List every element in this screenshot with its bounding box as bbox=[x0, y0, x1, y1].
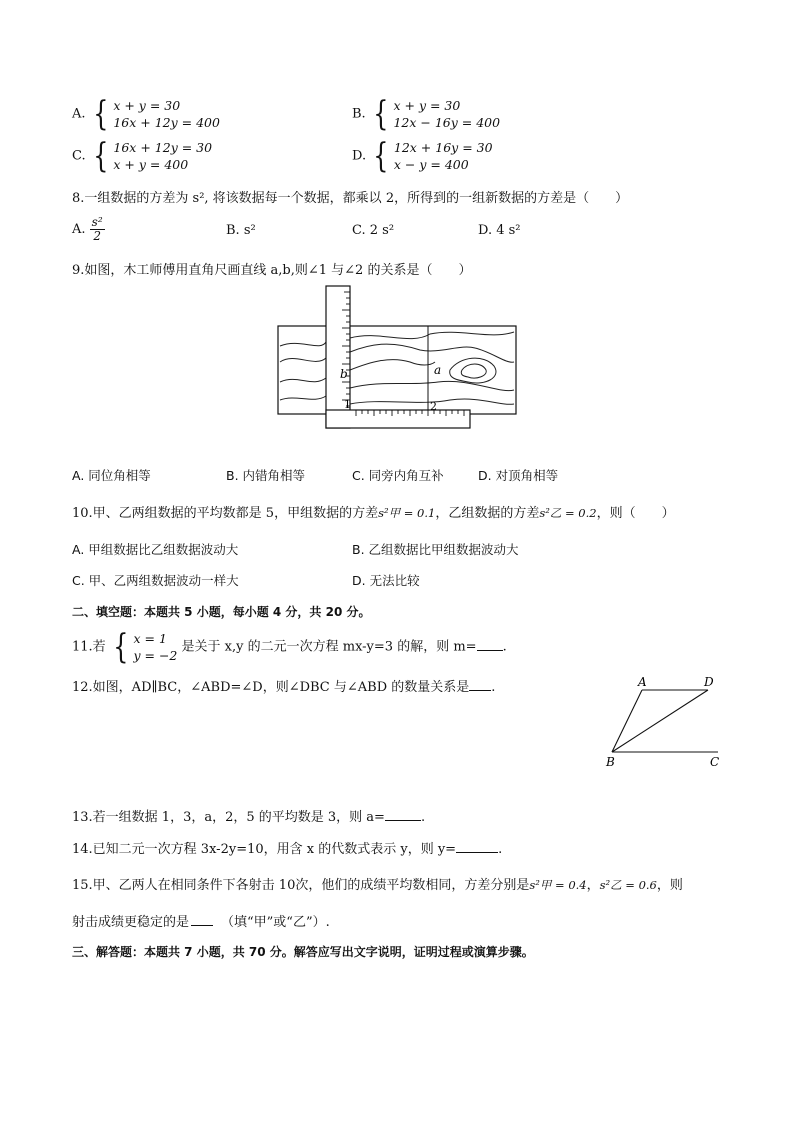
q15-line1 bbox=[72, 874, 683, 893]
equation-system bbox=[90, 94, 220, 134]
q14-text: 14.已知二元一次方程 3x-2y=10，用含 x 的代数式表示 y，则 y= bbox=[72, 842, 457, 857]
q14-end: . bbox=[498, 842, 503, 857]
equation: x − y = 400 bbox=[393, 157, 469, 172]
section-3-heading: 三、解答题：本题共 7 小题，共 70 分。解答应写出文字说明，证明过程或演算步骤。 bbox=[72, 945, 534, 959]
q9-option-d: D. 对顶角相等 bbox=[478, 468, 559, 483]
q10-option-b: B. 乙组数据比甲组数据波动大 bbox=[352, 542, 519, 557]
q9-option-a: A. 同位角相等 bbox=[72, 468, 151, 483]
q8-stem: 8.一组数据的方差为 s², 将该数据每一个数据，都乘以 2，所得到的一组新数据的方差是（ ） bbox=[72, 191, 629, 206]
q7-option-c bbox=[72, 136, 213, 176]
q9-option-c: C. 同旁内角互补 bbox=[352, 468, 444, 483]
q13-text: 13.若一组数据 1，3，a，2，5 的平均数是 3，则 a= bbox=[72, 810, 385, 825]
q10-stem-part: 10.甲、乙两组数据的平均数都是 5，甲组数据的方差 bbox=[72, 506, 379, 521]
q11 bbox=[72, 627, 507, 667]
brace-icon: { bbox=[113, 627, 129, 667]
option-label: B. bbox=[352, 106, 366, 122]
brace-icon: { bbox=[373, 94, 389, 134]
equation: 12x − 16y = 400 bbox=[393, 115, 501, 130]
label-angle-1: 1 bbox=[344, 398, 351, 411]
numerator: s² bbox=[91, 215, 103, 229]
answer-blank[interactable] bbox=[385, 808, 421, 821]
brace-icon: { bbox=[373, 136, 389, 176]
q7-option-a bbox=[72, 94, 220, 134]
answer-blank[interactable] bbox=[477, 638, 503, 651]
q9-figure-square-ruler bbox=[270, 282, 526, 434]
q7-option-d bbox=[352, 136, 493, 176]
option-label: A. bbox=[72, 106, 86, 122]
answer-blank[interactable] bbox=[191, 913, 213, 926]
q15-text: 15.甲、乙两人在相同条件下各射击 10次，他们的成绩平均数相同，方差分别是 bbox=[72, 878, 530, 893]
q15-end: （填“甲”或“乙”）. bbox=[221, 915, 330, 930]
option-label: D. bbox=[352, 148, 367, 164]
q11-end: . bbox=[502, 639, 507, 655]
option-label: A. bbox=[72, 222, 86, 237]
q12-text: 12.如图，AD∥BC，∠ABD=∠D，则∠DBC 与∠ABD 的数量关系是 bbox=[72, 680, 470, 695]
equation: x = 1 bbox=[133, 631, 167, 646]
label-angle-2: 2 bbox=[430, 400, 437, 413]
answer-blank[interactable] bbox=[456, 840, 498, 853]
separator: ， bbox=[586, 878, 600, 893]
wood-board bbox=[278, 326, 516, 414]
q12 bbox=[72, 676, 495, 695]
q10-option-a: A. 甲组数据比乙组数据波动大 bbox=[72, 542, 239, 557]
variance-jia: s²甲 = 0.1 bbox=[378, 506, 436, 520]
label-point-b: B bbox=[606, 755, 615, 769]
q11-pre: 11.若 bbox=[72, 639, 106, 655]
q15-text: ，则 bbox=[656, 878, 683, 893]
q10-stem bbox=[72, 502, 675, 521]
answer-blank[interactable] bbox=[469, 678, 491, 691]
equation-system bbox=[370, 136, 493, 176]
q13 bbox=[72, 806, 425, 825]
q12-figure-trapezoid bbox=[600, 672, 730, 772]
q10-option-d: D. 无法比较 bbox=[352, 573, 420, 588]
q11-post: 是关于 x,y 的二元一次方程 mx-y=3 的解，则 m= bbox=[181, 639, 477, 655]
q8-option-c: C. 2 s² bbox=[352, 223, 395, 238]
variance-yi: s²乙 = 0.6 bbox=[599, 878, 657, 892]
q9-option-b: B. 内错角相等 bbox=[226, 468, 306, 483]
q8-option-d: D. 4 s² bbox=[478, 223, 521, 238]
q13-end: . bbox=[420, 810, 426, 825]
equation-system bbox=[90, 136, 213, 176]
label-b: b bbox=[340, 367, 348, 381]
q8-option-b: B. s² bbox=[226, 223, 256, 238]
q12-end: . bbox=[491, 680, 496, 695]
q10-stem-part: ，乙组数据的方差 bbox=[435, 506, 540, 521]
equation: x + y = 30 bbox=[113, 98, 181, 113]
fraction bbox=[90, 216, 105, 243]
label-point-d: D bbox=[704, 675, 714, 689]
q15-text: 射击成绩更稳定的是 bbox=[72, 915, 190, 930]
equation: 12x + 16y = 30 bbox=[393, 140, 493, 155]
equation: x + y = 30 bbox=[393, 98, 461, 113]
label-point-c: C bbox=[710, 755, 720, 769]
q9-stem: 9.如图，木工师傅用直角尺画直线 a,b,则∠1 与∠2 的关系是（ ） bbox=[72, 263, 472, 278]
equation-system bbox=[370, 94, 501, 134]
label-point-a: A bbox=[638, 675, 647, 689]
q7-option-b bbox=[352, 94, 501, 134]
variance-yi: s²乙 = 0.2 bbox=[539, 506, 597, 520]
denominator: 2 bbox=[93, 229, 101, 243]
brace-icon: { bbox=[93, 136, 109, 176]
equation: y = −2 bbox=[133, 648, 178, 663]
equation-system bbox=[110, 627, 178, 667]
section-2-heading: 二、填空题：本题共 5 小题，每小题 4 分，共 20 分。 bbox=[72, 605, 371, 619]
equation: 16x + 12y = 400 bbox=[113, 115, 220, 130]
q10-option-c: C. 甲、乙两组数据波动一样大 bbox=[72, 573, 239, 588]
q14 bbox=[72, 838, 502, 857]
q15-line2 bbox=[72, 911, 330, 930]
equation: 16x + 12y = 30 bbox=[113, 140, 213, 155]
brace-icon: { bbox=[92, 94, 109, 134]
variance-jia: s²甲 = 0.4 bbox=[529, 878, 587, 892]
label-a: a bbox=[434, 363, 442, 377]
q8-option-a bbox=[72, 216, 105, 243]
option-label: C. bbox=[72, 148, 86, 164]
q10-stem-part: ，则（ ） bbox=[596, 506, 675, 521]
equation: x + y = 400 bbox=[113, 157, 189, 172]
